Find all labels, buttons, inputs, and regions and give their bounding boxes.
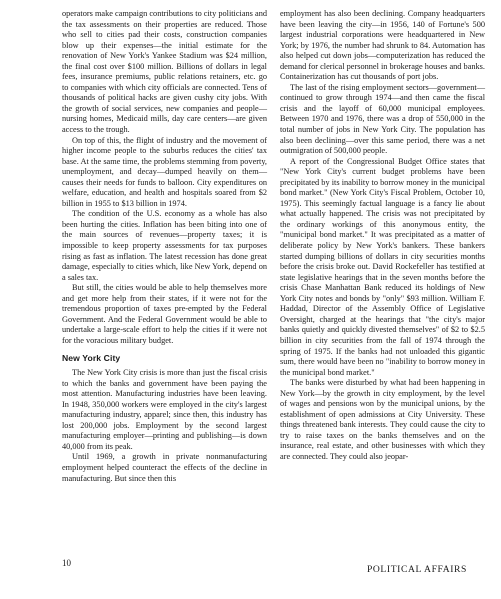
body-paragraph: The last of the rising employment sectors—government—continued to grow through 1974—and then came the fiscal crisis and the layoff of 60,000 municipal employees. Between 1970 and 1976, there was a drop of 550,000 in the total number of jobs in New York City. The population has also been declining—over this same period, there was a net outmigration of 500,000 people. xyxy=(280,82,485,156)
body-paragraph: But still, the cities would be able to help themselves more and get more help from their states, if it were not for the tremendous proportion of taxes pre-empted by the Federal Government. And the Federal Government would be able to undertake a large-scale effort to help the cities if it were not for the voracious military budget. xyxy=(62,283,267,345)
right-column xyxy=(280,9,485,463)
section-heading: New York City xyxy=(62,352,121,363)
body-paragraph: employment has also been declining. Company headquarters have been leaving the city—in 1956, 140 of Fortune's 500 largest industrial corporations were headquartered in New York; by 1976, the number had shrunk to 84. Automation has also helped cut down jobs—computerization has reduced the demand for clerical personnel in brokerage houses and banks. Containerization has cut thousands of port jobs. xyxy=(280,9,485,82)
body-paragraph: The condition of the U.S. economy as a whole has also been hurting the cities. Inflation has been biting into one of the main sources of revenues—property taxes; it is impossible to keep property assessments for tax purposes rising as fast as inflation. The latest recession has done great damage, especially to cities which, like New York, depend on a sales tax. xyxy=(62,209,267,282)
body-paragraph: A report of the Congressional Budget Office states that "New York City's current budget problems have been precipitated by its inability to borrow money in the municipal bond market." (New York City's Fiscal Problem, October 10, 1975). This seemingly factual language is a fancy lie about what actually happened. The crisis was not precipitated by the ordinary workings of this anonymous entity, the "municipal bond market." It was precipitated as a matter of deliberate policy by New York's bankers. These bankers started dumping billions of dollars in city securities months before the crisis broke out. David Rockefeller has testified at state legislative hearings that in the seven months before the crisis Chase Manhattan Bank reduced its holdings of New York City notes and bonds by "only" $93 million. William F. Haddad, Director of the Assembly Office of Legislative Oversight, charged at the hearings that "the city's major banks quietly and quickly divested themselves" of $2 to $2.5 billion in city securities from the fall of 1974 through the spring of 1975. If the banks had not unloaded this gigantic sum, there would have been no "inability to borrow money in the municipal bond market." xyxy=(280,156,485,377)
page-number: 10 xyxy=(62,558,71,568)
body-paragraph: On top of this, the flight of industry and the movement of higher income people to the suburbs reduces the cities' tax base. At the same time, the problems stemming from poverty, unemployment, and decay—dumped heavily on them—causes their needs for funds to balloon. City expenditures on welfare, education, and health and hospitals soared from $2 billion in 1955 to $13 billion in 1974. xyxy=(62,135,267,208)
body-paragraph: The New York City crisis is more than just the fiscal crisis to which the banks and government have been paying the most attention. Manufacturing industries have been leaving. In 1948, 350,000 workers were employed in the city's largest manufacturing industry, apparel; since then, this industry has lost 200,000 jobs. Employment by the second largest manufacturing employer—printing and publishing—is down 40,000 from its peak. xyxy=(62,368,267,451)
journal-title: POLITICAL AFFAIRS xyxy=(366,564,467,575)
left-column xyxy=(62,9,267,484)
body-paragraph: operators make campaign contributions to city politicians and the tax assessments on their properties are reduced. Those who sell to cities pad their costs, construction companies blow up their expenses—the initial estimate for the renovation of New York's Yankee Stadium was $24 million, the final cost over $100 million. Billions of dollars in legal fees, insurance premiums, public relations retainers, etc. go to companies with which city officials are connected. Tens of thousands of political hacks are given cushy city jobs. With the growth of social services, new companies and people—nursing homes, Medicaid mills, day care centers—are given access to the trough. xyxy=(62,9,267,135)
body-paragraph: Until 1969, a growth in private nonmanufacturing employment helped counteract the effects of the decline in manufacturing. But since then this xyxy=(62,452,267,483)
body-paragraph: The banks were disturbed by what had been happening in New York—by the growth in city employment, by the level of wages and pensions won by the municipal unions, by the establishment of open admissions at City University. These things threatened bank interests. They could cause the city to try to raise taxes on the banks themselves and on the insurance, real estate, and other businesses with which they are connected. They could also jeopar- xyxy=(280,378,485,461)
